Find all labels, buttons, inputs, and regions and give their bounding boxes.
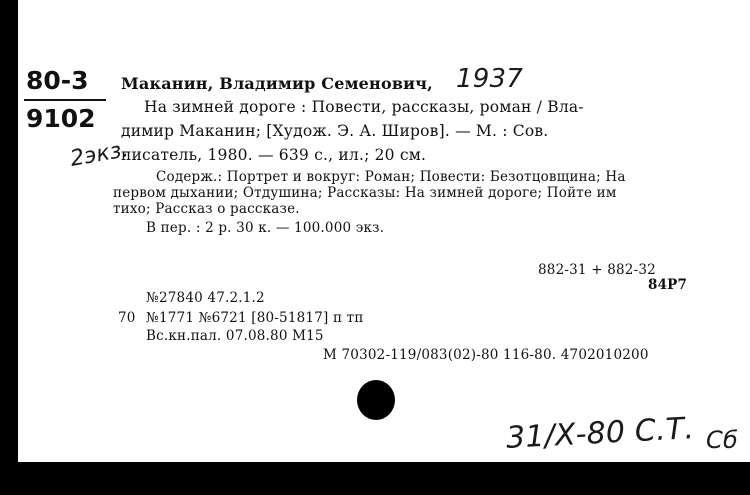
author-heading: Маканин, Владимир Семенович, (121, 74, 433, 93)
contents-line-1: Содерж.: Портрет и вокруг: Роман; Повести: Безотцовщина; На (156, 169, 626, 185)
numbers-prefix: 70 (118, 310, 136, 326)
numbers-line-4: М 70302-119/083(02)-80 116-80. 4702010200 (323, 347, 649, 363)
handwritten-initials: Сб (706, 426, 738, 454)
numbers-line-3: Вс.кн.пал. 07.08.80 M15 (146, 328, 324, 344)
author-birth-year: 1937 (456, 64, 523, 94)
title-line-3: писатель, 1980. — 639 с., ил.; 20 см. (121, 146, 427, 164)
title-line-2: димир Маканин; [Худож. Э. А. Широв]. — М. : Сов. (121, 122, 549, 140)
classification-codes: 882-31 + 882-32 (538, 262, 656, 278)
catalog-card (18, 0, 750, 462)
handwritten-date: 31/Х-80 С.Т. (505, 411, 695, 456)
call-number-bottom: 9102 (26, 104, 96, 133)
contents-line-2: первом дыхании; Отдушина; Рассказы: На зимней дороге; Пойте им (113, 185, 617, 201)
call-number-top: 80-3 (26, 66, 89, 95)
price-line: В пер. : 2 р. 30 к. — 100.000 экз. (146, 220, 385, 236)
numbers-line-1: №27840 47.2.1.2 (146, 290, 265, 306)
copies-note: 2экз. (68, 137, 131, 172)
title-line-1: На зимней дороге : Повести, рассказы, роман / Вла- (144, 98, 584, 116)
call-number-divider (24, 99, 106, 101)
punch-hole (357, 380, 395, 420)
bbk-code: 84Р7 (648, 277, 688, 293)
numbers-line-2: №1771 №6721 [80-51817] п тп (146, 310, 364, 326)
contents-line-3: тихо; Рассказ о рассказе. (113, 201, 300, 217)
